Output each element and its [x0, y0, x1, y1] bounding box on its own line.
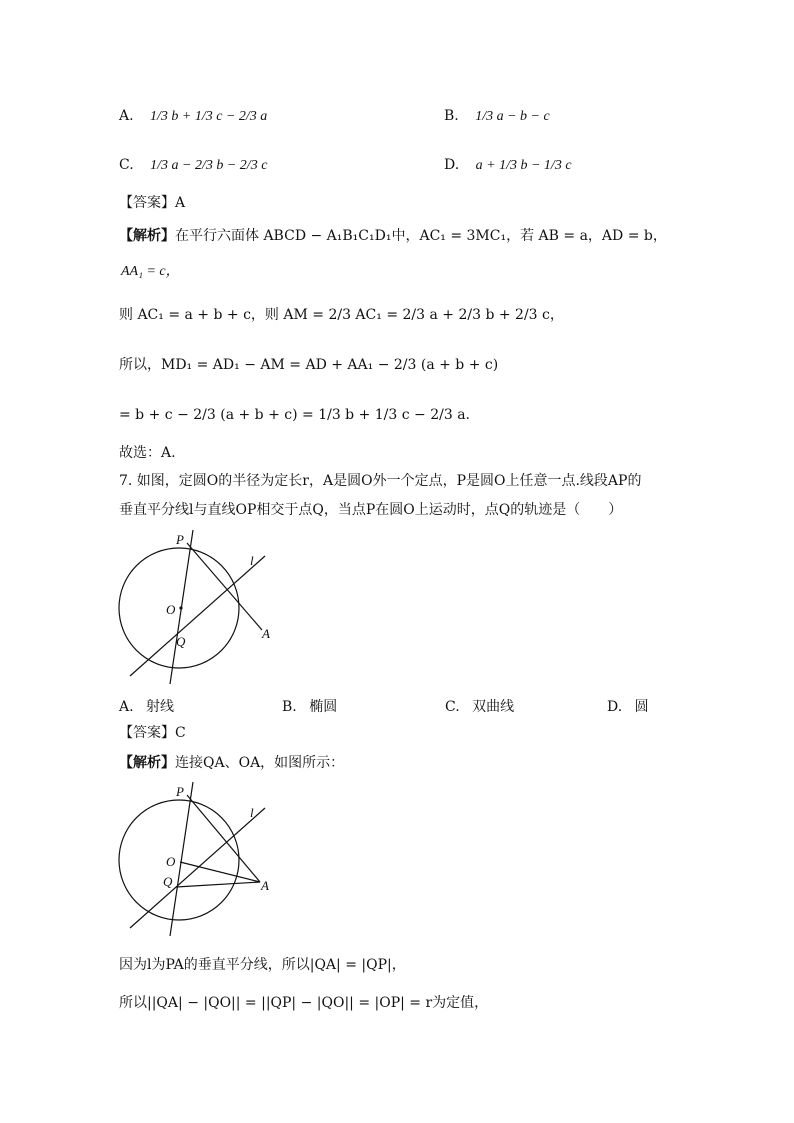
q7-stem-line1: 7. 如图，定圆O的半径为定长r，A是圆O外一个定点，P是圆O上任意一点.线段AP的 — [119, 473, 642, 489]
q7-option-a[interactable]: A. 射线 — [119, 699, 175, 715]
fig1-label-q: Q — [176, 634, 186, 649]
q7-stem-line2: 垂直平分线l与直线OP相交于点Q，当点P在圆O上运动时，点Q的轨迹是（ ） — [119, 502, 623, 518]
q6-analysis-line4: = b + c − 2/3 (a + b + c) = 1/3 b + 1/3 c − 2/3 a. — [119, 407, 470, 423]
q6-option-b[interactable]: B. 1/3 a − b − c — [444, 108, 550, 124]
fig2-label-p: P — [176, 784, 184, 799]
q7-figure-1 — [110, 528, 290, 688]
q6-conclusion: 故选：A. — [119, 445, 176, 461]
q7-reason-2: 所以||QA| − |QO|| = ||QP| − |QO|| = |OP| = r为定值， — [119, 995, 489, 1011]
q6-option-d[interactable]: D. a + 1/3 b − 1/3 c — [444, 157, 572, 173]
fig1-label-p: P — [176, 532, 184, 547]
q6-analysis-line3: 所以，MD₁ = AD₁ − AM = AD + AA₁ − 2/3 (a + b + c) — [119, 357, 499, 373]
q6-option-c[interactable]: C. 1/3 a − 2/3 b − 2/3 c — [119, 157, 268, 173]
fig1-label-o: O — [166, 602, 176, 617]
fig2-label-o: O — [166, 854, 176, 869]
q7-option-c[interactable]: C. 双曲线 — [445, 699, 515, 715]
q6-analysis-line2: 则 AC₁ = a + b + c，则 AM = 2/3 AC₁ = 2/3 a + 2/3 b + 2/3 c， — [119, 307, 564, 323]
q7-option-d[interactable]: D. 圆 — [607, 699, 649, 715]
fig2-label-a: A — [261, 878, 269, 893]
q6-option-a[interactable]: A. 1/3 b + 1/3 c − 2/3 a — [119, 108, 268, 124]
q6-analysis-line1b: AA₁ = c， — [121, 264, 180, 279]
fig2-label-q: Q — [163, 874, 173, 889]
q7-analysis-intro: 【解析】连接QA、OA，如图所示： — [119, 755, 345, 771]
fig1-label-a: A — [262, 626, 270, 641]
q7-reason-1: 因为l为PA的垂直平分线，所以|QA| = |QP|， — [119, 957, 406, 973]
q6-answer: 【答案】A — [119, 195, 186, 211]
q7-option-b[interactable]: B. 椭圆 — [282, 699, 338, 715]
q6-analysis-line1: 【解析】在平行六面体 ABCD − A₁B₁C₁D₁中，AC₁ = 3MC₁，若 AB = a，AD = b， — [119, 228, 667, 244]
fig1-label-l: l — [250, 553, 254, 568]
q7-answer: 【答案】C — [119, 725, 186, 741]
fig2-label-l: l — [250, 805, 254, 820]
q7-figure-2 — [110, 780, 290, 940]
